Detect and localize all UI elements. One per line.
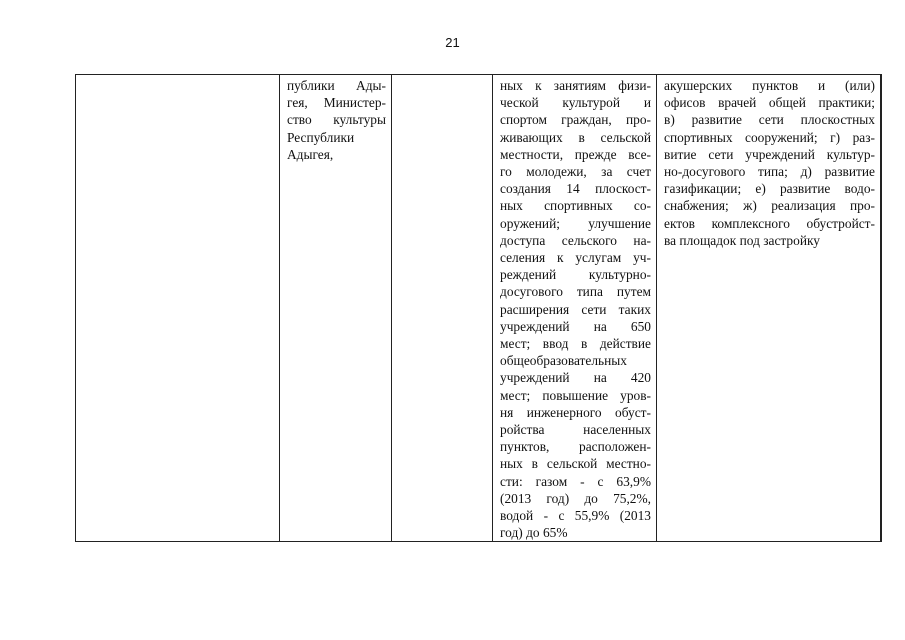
text-line: ческой культурой и	[500, 95, 651, 111]
table-cell-empty	[76, 75, 280, 542]
text-line: снабжения; ж) реализация про-	[664, 198, 875, 214]
page-number: 21	[445, 35, 460, 50]
program-table	[75, 74, 882, 542]
table-cell-executors	[280, 75, 392, 542]
text-line: гея, Министер-	[287, 95, 386, 111]
text-line: акушерских пунктов и (или)	[664, 78, 875, 93]
text-line: мест; повышение уров-	[500, 387, 651, 403]
text-line: селения к услугам уч-	[500, 250, 651, 266]
text-line: расширения сети таких	[500, 301, 651, 317]
text-line: спортивных сооружений; г) раз-	[664, 129, 875, 145]
text-line: ство культуры	[287, 112, 386, 128]
text-line: но-досугового типа; д) развитие	[664, 164, 875, 180]
text-line: местности, прежде все-	[500, 146, 651, 162]
text-line: го молодежи, за счет	[500, 164, 651, 180]
text-line: создания 14 плоскост-	[500, 181, 651, 197]
text-line: ройства населенных	[500, 422, 651, 438]
table-row	[76, 75, 882, 542]
text-line: год) до 65%	[500, 525, 568, 541]
text-line: газификации; е) развитие водо-	[664, 181, 875, 197]
text-line: Адыгея,	[287, 146, 334, 162]
text-line: спортом граждан, про-	[500, 112, 651, 128]
text-line: сти: газом - с 63,9%	[500, 473, 651, 489]
text-line: офисов врачей общей практики;	[664, 95, 875, 111]
text-line: мест; ввод в действие	[500, 336, 651, 352]
text-line: ня инженерного обуст-	[500, 404, 651, 420]
table-cell-measures	[657, 75, 881, 542]
text-line: ных в сельской местно-	[500, 456, 651, 472]
table-cell-empty	[881, 75, 882, 542]
text-line: ных спортивных со-	[500, 198, 651, 214]
text-line: учреждений на 650	[500, 318, 651, 334]
text-line: общеобразовательных	[500, 353, 628, 369]
text-line: (2013 год) до 75,2%,	[500, 490, 651, 506]
text-line: ва площадок под застройку	[664, 232, 820, 248]
table-cell-expected-results	[493, 75, 657, 542]
text-line: публики Ады-	[287, 78, 386, 93]
text-line: доступа сельского на-	[500, 232, 651, 248]
text-line: пунктов, расположен-	[500, 439, 651, 455]
text-line: реждений культурно-	[500, 267, 651, 283]
text-line: оружений; улучшение	[500, 215, 651, 231]
text-line: Республики	[287, 129, 355, 145]
table-cell-empty	[392, 75, 493, 542]
text-line: в) развитие сети плоскостных	[664, 112, 875, 128]
text-line: водой - с 55,9% (2013	[500, 508, 651, 524]
text-line: ных к занятиям физи-	[500, 78, 651, 93]
text-line: ектов комплексного обустройст-	[664, 215, 875, 231]
text-line: досугового типа путем	[500, 284, 651, 300]
text-line: витие сети учреждений культур-	[664, 146, 875, 162]
text-line: живающих в сельской	[500, 129, 651, 145]
text-line: учреждений на 420	[500, 370, 651, 386]
